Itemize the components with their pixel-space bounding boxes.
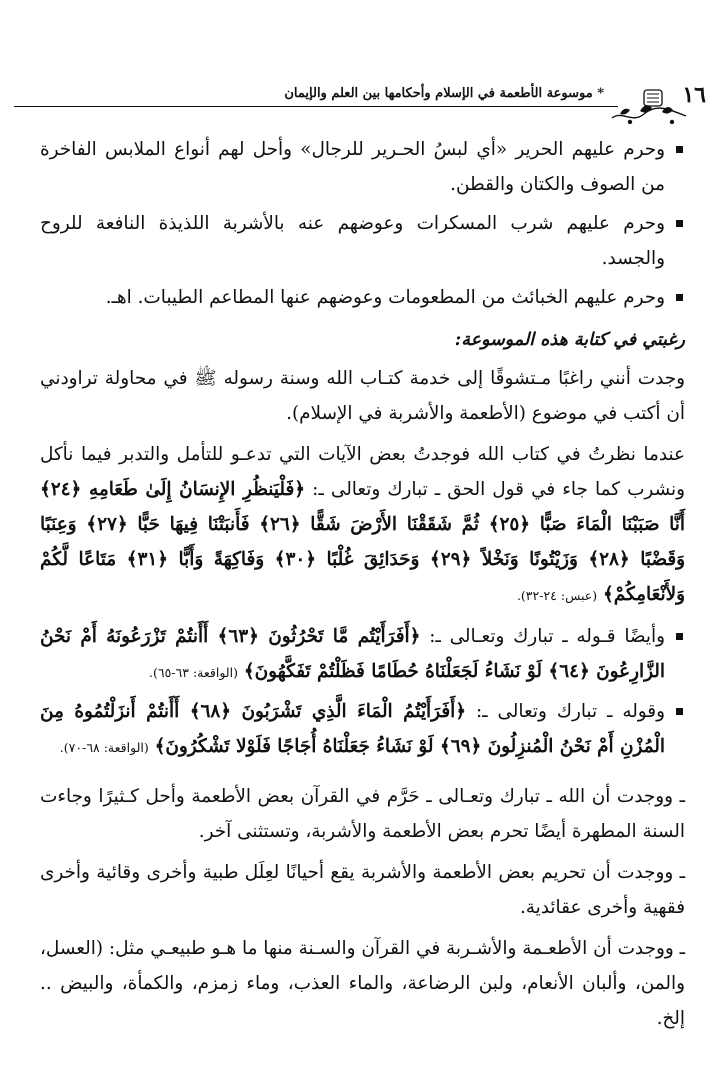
header-rule: [14, 106, 618, 107]
floral-ornament-icon: [610, 84, 688, 128]
dash-paragraph: ـ ووجدت أن الله ـ تبارك وتعـالى ـ حَرَّم في القرآن بعض الأطعمة وأحل كـثيرًا وجاءت السنة المطهرة أيضًا تحرم بعض الأطعمة والأشربة، وتستثنى آخر.: [40, 786, 685, 842]
page-body: [40, 132, 685, 1042]
bullet-intro: وقوله ـ تبارك وتعالى ـ:: [475, 701, 665, 722]
quran-verse: ﴿أَفَرَأَيْتُم مَّا تَحْرُثُونَ ﴿٦٣﴾ أَأَنتُمْ تَزْرَعُونَهُ أَمْ نَحْنُ الزَّارِعُونَ ﴿٦٤﴾ لَوْ نَشَاءُ لَجَعَلْنَاهُ حُطَامًا فَظَلْتُمْ تَفَكَّهُونَ﴾: [40, 626, 665, 682]
square-bullet-icon: [676, 633, 683, 640]
page-header: [14, 84, 714, 130]
bullet-item: [40, 206, 685, 276]
bullet-item: [40, 280, 685, 315]
running-title: * موسوعة الأطعمة في الإسلام وأحكامها بين العلم والإيمان: [284, 86, 604, 101]
quran-verse: ﴿فَلْيَنظُرِ الإِنسَانُ إِلَىٰ طَعَامِهِ ﴿٢٤﴾ أَنَّا صَبَبْنَا الْمَاءَ صَبًّا ﴿٢٥﴾ ثُمَّ شَقَقْنَا الأَرْضَ شَقًّا ﴿٢٦﴾ فَأَنبَتْنَا فِيهَا حَبًّا ﴿٢٧﴾ وَعِنَبًا وَقَضْبًا ﴿٢٨﴾ وَزَيْتُونًا وَنَخْلاً ﴿٢٩﴾ وَحَدَائِقَ غُلْبًا ﴿٣٠﴾ وَفَاكِهَةً وَأَبًّا ﴿٣١﴾ مَتَاعًا لَّكُمْ وَلأَنْعَامِكُمْ﴾: [40, 479, 686, 605]
dash-paragraph: ـ ووجدت أن الأطعـمة والأشـربة في القرآن والسـنة منها ما هـو طبيعـي مثل: (العسل، والمن، وألبان الأنعام، ولبن الرضاعة، والماء العذب، وماء زمزم، والكمأة، والبيض .. إلخ.: [40, 938, 685, 1029]
paragraph: وجدت أنني راغبًا مـتشوقًا إلى خدمة كتـاب الله وسنة رسوله ﷺ في محاولة تراودني أن أكتب في موضوع (الأطعمة والأشربة في الإسلام).: [40, 368, 685, 424]
paragraph-with-verse: [40, 437, 685, 613]
paragraph-intro: عندما نظرتُ في كتاب الله فوجدتُ بعض الآيات التي تدعـو للتأمل والتدبر فيما نأكل ونشرب كما جاء في قول الحق ـ تبارك وتعالى ـ:: [40, 444, 685, 500]
square-bullet-icon: [676, 146, 683, 153]
bullet-item: [40, 694, 685, 765]
bullet-item: [40, 132, 685, 202]
quran-verse: ﴿أَفَرَأَيْتُمُ الْمَاءَ الَّذِي تَشْرَبُونَ ﴿٦٨﴾ أَأَنتُمْ أَنزَلْتُمُوهُ مِنَ الْمُزْنِ أَمْ نَحْنُ الْمُنزِلُونَ ﴿٦٩﴾ لَوْ نَشَاءُ جَعَلْنَاهُ أُجَاجًا فَلَوْلا تَشْكُرُونَ﴾: [40, 701, 665, 757]
page-number: ١٦: [682, 82, 706, 108]
bullet-text: وحرم عليهم الخبائث من المطعومات وعوضهم عنها المطاعم الطيبات. اهـ.: [105, 287, 665, 308]
square-bullet-icon: [676, 220, 683, 227]
bullet-text: وحرم عليهم الحرير «أي لبسُ الحـرير للرجال» وأحل لهم أنواع الملابس الفاخرة من الصوف والكتان والقطن.: [40, 139, 665, 195]
verse-reference: (الواقعة: ٦٣-٦٥).: [149, 665, 238, 680]
verse-reference: (عبس: ٢٤-٣٢).: [516, 588, 598, 603]
bullet-intro: وأيضًا قـوله ـ تبارك وتعـالى ـ:: [429, 626, 665, 647]
bullet-text: وحرم عليهم شرب المسكرات وعوضهم عنه بالأشربة اللذيذة النافعة للروح والجسد.: [40, 213, 665, 269]
section-heading: رغبتي في كتابة هذه الموسوعة:: [454, 330, 685, 350]
verse-reference: (الواقعة: ٦٨-٧٠).: [59, 740, 149, 755]
square-bullet-icon: [676, 294, 683, 301]
bullet-item: [40, 619, 685, 690]
spacer: [40, 769, 685, 779]
square-bullet-icon: [676, 708, 683, 715]
dash-paragraph: ـ ووجدت أن تحريم بعض الأطعمة والأشربة يقع أحيانًا لعِلَل طبية وأخرى وقائية وأخرى فقهية وأخرى عقائدية.: [40, 862, 685, 918]
